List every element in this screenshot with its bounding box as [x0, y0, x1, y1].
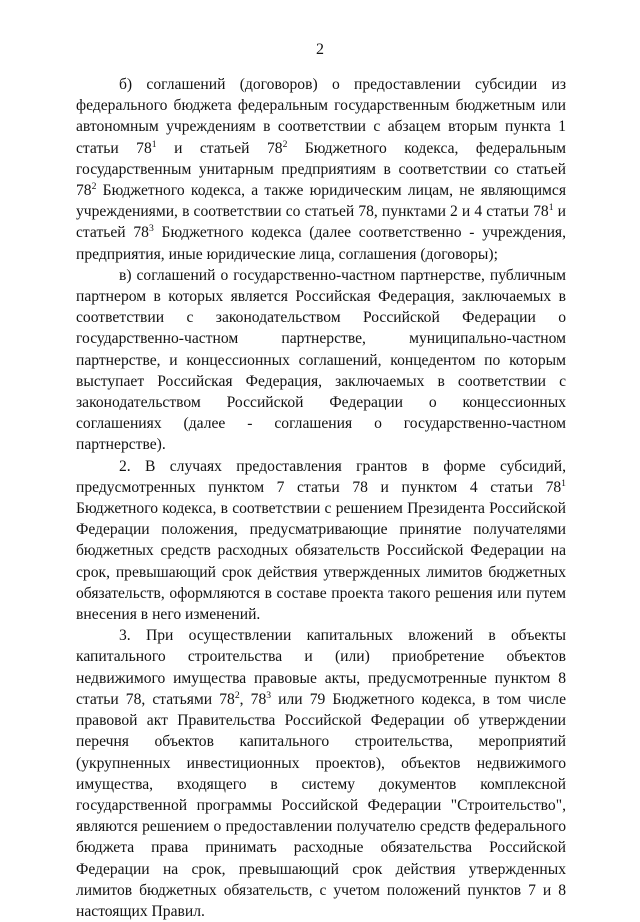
paragraph — [76, 456, 566, 626]
paragraph-text: 3. При осуществлении капитальных вложений в объекты капитального строительства и (или) приобретение объектов недвижимого имущества правовые акты, предусмотренные пунктом 8 статьи 78, статьями 78 — [76, 627, 566, 708]
superscript: 2 — [282, 138, 288, 150]
paragraph-text: 2. В случаях предоставления грантов в форме субсидий, предусмотренных пунктом 7 статьи 78 и пунктом 4 статьи 78 — [76, 457, 566, 496]
page-number: 2 — [316, 41, 324, 58]
paragraph — [76, 265, 566, 456]
superscript: 3 — [266, 689, 272, 701]
superscript: 2 — [234, 689, 240, 701]
paragraph-text: или 79 Бюджетного кодекса, в том числе правовой акт Правительства Российской Федерации об утверждении перечня объектов капитального строительства, мероприятий (укрупненных инвестиционных проектов), объектов недвижимого имущества, входящего в систему документов комплексной государственной программы Российской Федерации "Строительство", являются решением о предоставлении получателю средств федерального бюджета права принимать расходные обязательства Российской Федерации на срок, превышающий срок действия утвержденных лимитов бюджетных обязательств, с учетом положений пунктов 7 и 8 настоящих Правил. — [76, 690, 567, 920]
paragraph — [76, 74, 566, 265]
paragraph-text: Бюджетного кодекса, а также юридическим лицам, не являющимся учреждениями, в соответствии со статьей 78, пунктами 2 и 4 статьи 78 — [76, 182, 566, 221]
paragraph-text: и статьей 78 — [76, 203, 566, 242]
paragraph-text: и статьей 78 — [156, 139, 283, 157]
paragraph-text: Бюджетного кодекса, в соответствии с решением Президента Российской Федерации положения, предусматривающие принятие получателями бюджетных средств расходных обязательств Российской Федерации на срок, превышающий срок действия утвержденных лимитов бюджетных обязательств, оформляются в составе проекта такого решения или путем внесения в него изменений. — [76, 500, 566, 624]
paragraph-text: , 78 — [239, 690, 267, 708]
superscript: 2 — [91, 180, 97, 192]
paragraph-text: б) соглашений (договоров) о предоставлении субсидии из федерального бюджета федеральным государственным бюджетным или автономным учреждениям в соответствии с абзацем вторым пункта 1 статьи 78 — [76, 76, 566, 157]
superscript: 1 — [548, 202, 554, 214]
document-body — [76, 74, 566, 922]
paragraph-text: в) соглашений о государственно-частном партнерстве, публичным партнером в которых является Российская Федерация, заключаемых в соответствии с законодательством Российской Федерации о государственно-частном партнерстве, муниципально-частном партнерстве, и концессионных соглашений, концедентом по которым выступает Российская Федерация, заключаемых в соответствии с законодательством Российской Федерации о концессионных соглашениях (далее - соглашения о государственно-частном партнерстве). — [76, 266, 566, 454]
paragraph-text: Бюджетного кодекса (далее соответственно - учреждения, предприятия, иные юридические лица, соглашения (договоры); — [76, 224, 566, 263]
paragraph — [76, 625, 566, 922]
superscript: 3 — [148, 223, 154, 235]
superscript: 1 — [151, 138, 157, 150]
superscript: 1 — [561, 477, 566, 489]
paragraph-text: Бюджетного кодекса, федеральным государственным унитарным предприятиям в соответствии со статьей 78 — [76, 139, 566, 200]
